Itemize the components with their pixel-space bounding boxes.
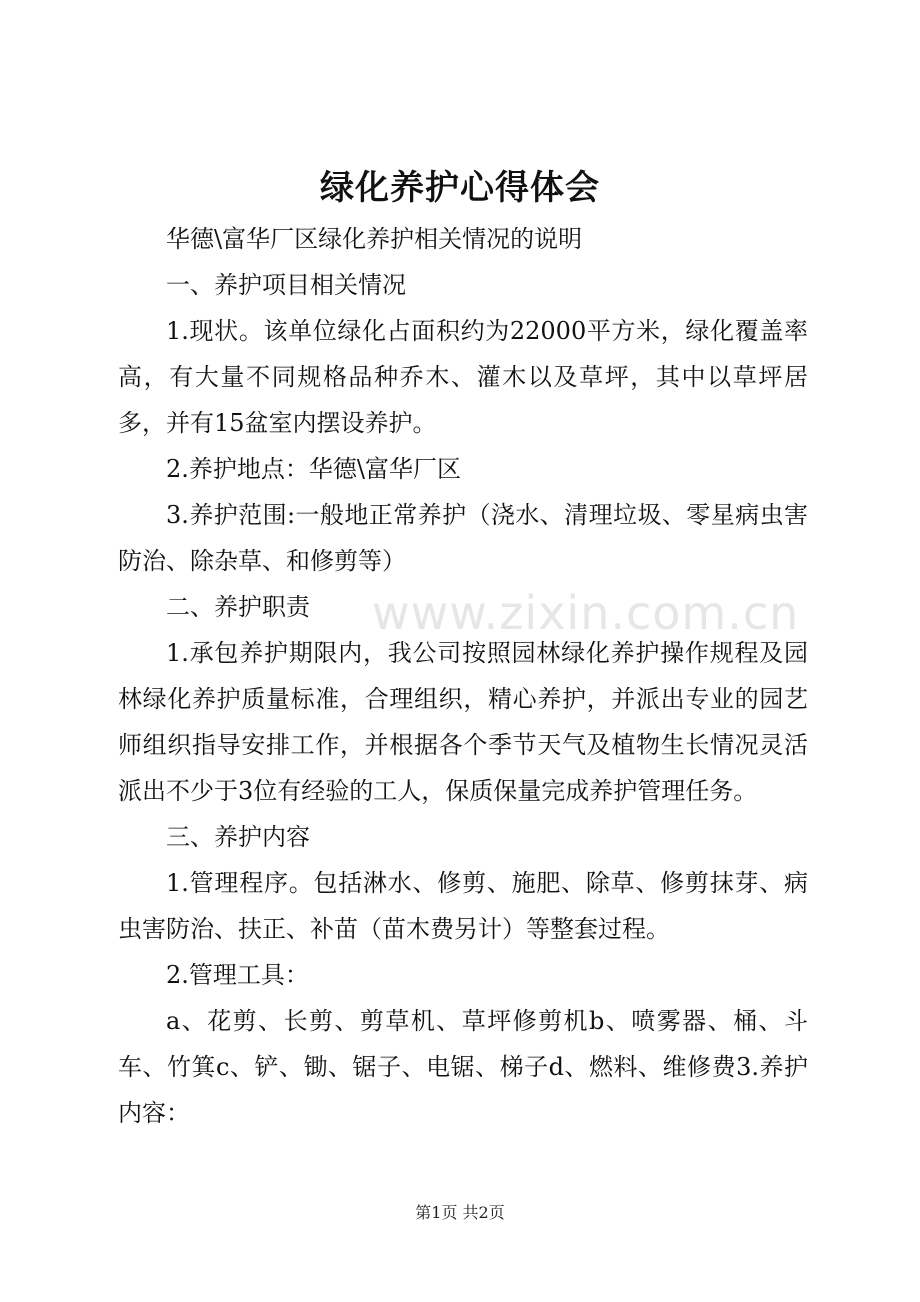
paragraph-location: 2.养护地点：华德\富华厂区: [166, 455, 461, 483]
paragraph-intro: 华德\富华厂区绿化养护相关情况的说明: [166, 225, 583, 253]
paragraph-procedure: 1.管理程序。包括淋水、修剪、施肥、除草、修剪抹芽、病虫害防治、扶正、补苗（苗木费另计）等整套过程。: [118, 869, 808, 943]
section-heading-2: 二、养护职责: [166, 593, 310, 621]
section-heading-3: 三、养护内容: [166, 823, 310, 851]
paragraph-responsibility: 1.承包养护期限内，我公司按照园林绿化养护操作规程及园林绿化养护质量标准，合理组织，精心养护，并派出专业的园艺师组织指导安排工作，并根据各个季节天气及植物生长情况灵活派出不少于3位有经验的工人，保质保量完成养护管理任务。: [118, 639, 808, 805]
paragraph-tools-list: a、花剪、长剪、剪草机、草坪修剪机b、喷雾器、桶、斗车、竹箕c、铲、锄、锯子、电锯、梯子d、燃料、维修费3.养护内容：: [118, 1007, 808, 1127]
section-heading-1: 一、养护项目相关情况: [166, 271, 406, 299]
paragraph-scope: 3.养护范围:一般地正常养护（浇水、清理垃圾、零星病虫害防治、除杂草、和修剪等）: [118, 501, 808, 575]
document-title: 绿化养护心得体会: [320, 168, 600, 208]
page-number-footer: 第1页 共2页: [415, 1203, 505, 1222]
watermark-text: www.zixin.com.cn: [372, 586, 800, 640]
paragraph-tools-heading: 2.管理工具：: [166, 961, 309, 989]
paragraph-status: 1.现状。该单位绿化占面积约为22000平方米，绿化覆盖率高，有大量不同规格品种乔木、灌木以及草坪，其中以草坪居多，并有15盆室内摆设养护。: [118, 317, 808, 437]
document-body: [118, 216, 808, 1136]
